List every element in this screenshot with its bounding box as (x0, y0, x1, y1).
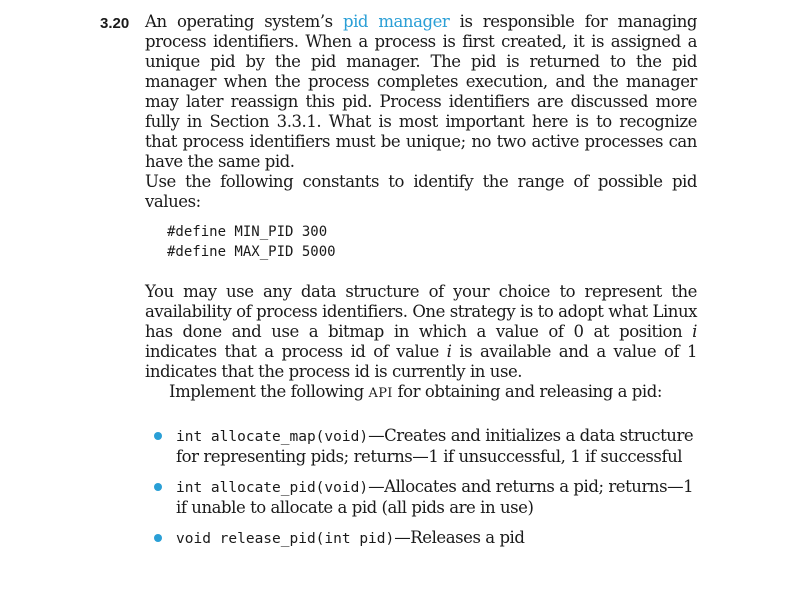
bitmap-text-3: is available and a value of 1 indicates that the process id is currently in use. (145, 342, 697, 381)
api-signature: void release_pid(int pid) (176, 531, 395, 547)
implement-text-2: for obtaining and releasing a pid: (392, 382, 662, 401)
api-description: —Releases a pid (394, 528, 525, 547)
api-signature: int allocate_map(void) (176, 429, 369, 445)
var-i-2: i (446, 342, 452, 361)
bullet-icon (154, 534, 162, 542)
exercise-body (145, 12, 697, 559)
code-line-min-pid: #define MIN_PID 300 (167, 224, 328, 240)
bitmap-text-1: You may use any data structure of your choice to represent the availability of process identifiers. One strategy is to adopt what Linux has done and use a bitmap in which a value of 0 at position (145, 282, 697, 341)
bitmap-text-2: indicates that a process id of value (145, 342, 447, 361)
code-block (167, 222, 697, 262)
api-acronym: API (368, 386, 393, 401)
var-i-1: i (692, 322, 697, 341)
code-line-max-pid: #define MAX_PID 5000 (167, 244, 336, 260)
api-description: —Creates and initializes a data structure for representing pids; returns—1 if unsuccessful, 1 if successful (176, 426, 694, 466)
bitmap-paragraph (145, 282, 697, 382)
bullet-icon (154, 483, 162, 491)
intro-text-start: An operating system’s (145, 12, 343, 31)
api-item-allocate-map (145, 426, 697, 467)
api-item-allocate-pid (145, 477, 697, 518)
api-item-release-pid (145, 528, 697, 549)
exercise-number: 3.20 (100, 15, 130, 32)
api-description: —Allocates and returns a pid; returns—1 if unable to allocate a pid (all pids are in use) (176, 477, 694, 517)
implement-paragraph (145, 382, 697, 404)
bullet-icon (154, 432, 162, 440)
api-signature: int allocate_pid(void) (176, 480, 369, 496)
term-pid-manager: pid manager (342, 12, 450, 31)
intro-paragraph (145, 12, 697, 212)
api-list (145, 426, 697, 549)
intro-text-rest: is responsible for managing process identifiers. When a process is first created, it is assigned a unique pid by the pid manager. The pid is returned to the pid manager when the process completes execution, and the manager may later reassign this pid. Process identifiers are discussed more fully in Section 3.3.1. What is most important here is to recognize that process identifiers must be unique; no two active processes can have the same pid. (145, 12, 697, 171)
implement-text-1: Implement the following (169, 382, 369, 401)
constants-intro: Use the following constants to identify the range of possible pid values: (145, 172, 697, 211)
